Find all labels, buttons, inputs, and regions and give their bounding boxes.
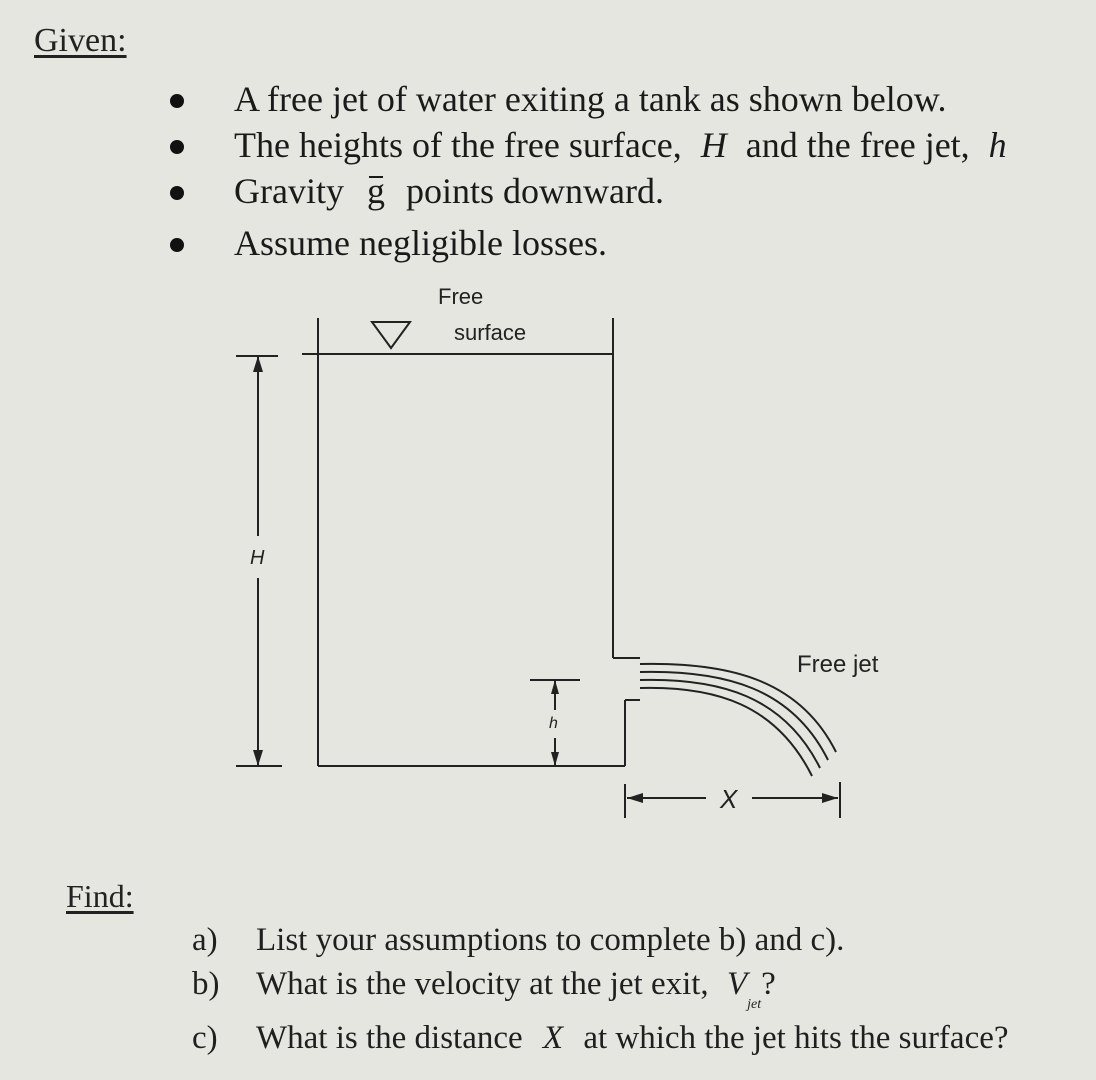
subscript-jet: jet [747, 996, 762, 1012]
h-label: h [549, 715, 558, 732]
arrow-right-icon [822, 793, 838, 803]
text-fragment: What is the velocity at the jet exit, [256, 966, 709, 1002]
arrow-down-icon [551, 752, 559, 766]
arrow-up-icon [253, 356, 263, 372]
variable-H: H [700, 125, 727, 165]
given-item-text: Assume negligible losses. [234, 223, 607, 263]
given-heading: Given: [34, 22, 127, 59]
text-fragment: The heights of the free surface, [234, 125, 682, 165]
arrow-up-icon [551, 680, 559, 694]
free-surface-label: Free [438, 284, 484, 309]
arrow-down-icon [253, 750, 263, 766]
jet-streamline [640, 688, 812, 776]
item-letter: c) [192, 1020, 218, 1056]
variable-X: X [542, 1020, 564, 1056]
variable-h: h [988, 125, 1007, 165]
find-item-text: List your assumptions to complete b) and c). [256, 922, 845, 958]
item-letter: b) [192, 966, 220, 1002]
jet-streamline [640, 680, 820, 768]
text-fragment: ? [761, 966, 776, 1002]
arrow-left-icon [627, 793, 643, 803]
text-fragment: at which the jet hits the surface? [583, 1020, 1009, 1056]
text-fragment: Gravity [234, 171, 344, 211]
jet-streamline [640, 672, 828, 760]
find-item-text [256, 1020, 1009, 1057]
item-letter: a) [192, 922, 218, 958]
free-jet-label: Free jet [797, 651, 879, 678]
text-fragment: What is the distance [256, 1020, 523, 1056]
free-surface-label: surface [454, 320, 527, 345]
gravity-vector: g [366, 171, 385, 211]
text-fragment: and the free jet, [745, 125, 970, 165]
free-surface-triangle-icon [372, 322, 410, 348]
H-label: H [250, 547, 265, 569]
text-fragment: points downward. [405, 171, 664, 211]
find-item-text [256, 966, 776, 1012]
X-label: X [720, 784, 738, 814]
given-item-text: A free jet of water exiting a tank as shown below. [234, 79, 947, 119]
variable-V: V [726, 966, 748, 1002]
find-heading: Find: [66, 878, 134, 914]
